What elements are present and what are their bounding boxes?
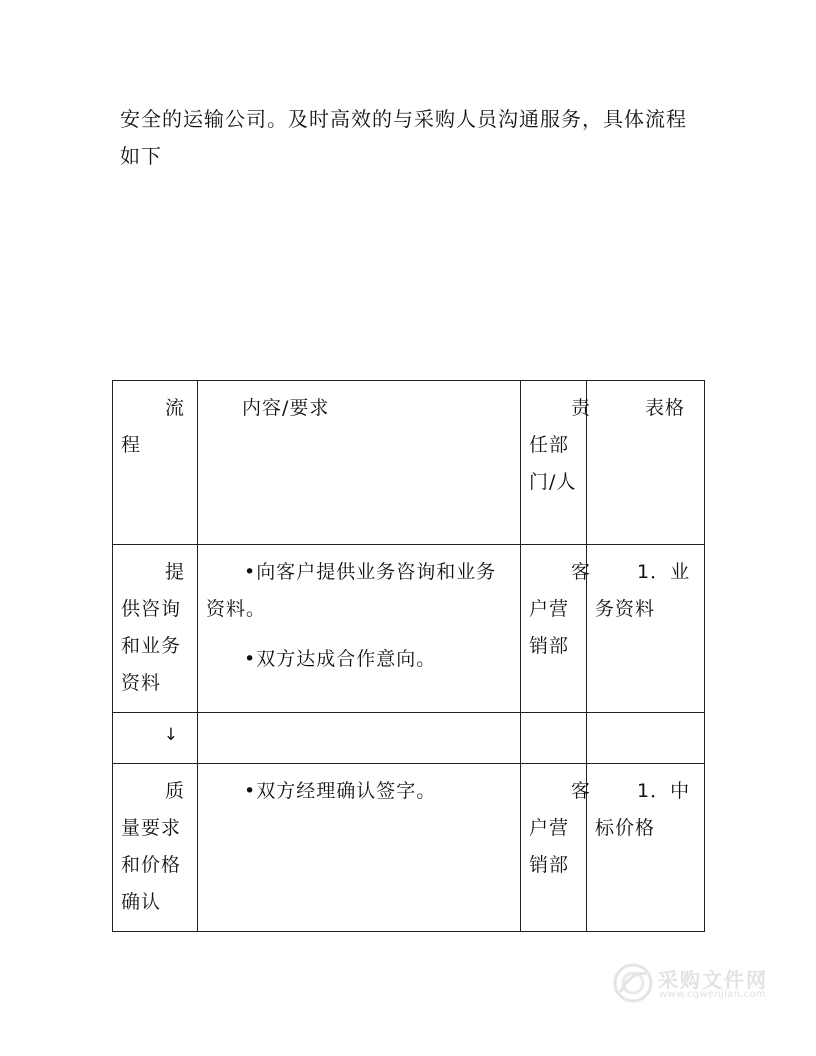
- header-content-cell: [198, 381, 521, 545]
- intro-paragraph: [120, 101, 710, 175]
- header-process-cell: [113, 381, 198, 545]
- watermark: [612, 962, 782, 1006]
- watermark-url: www.cgwenjian.com: [659, 989, 766, 1000]
- row-process-cell: [113, 764, 198, 932]
- row-process: 提供咨询和业务资料: [121, 561, 186, 694]
- row-content-cell: [198, 764, 521, 932]
- down-arrow-icon: ↓: [163, 725, 179, 745]
- row-form-cell: [587, 545, 705, 713]
- header-form: 表格: [645, 397, 686, 419]
- intro-line-2: 如下: [120, 144, 162, 168]
- row-process: 质量要求和价格确认: [121, 780, 186, 913]
- row-department-cell: [521, 545, 592, 713]
- process-table: [112, 380, 705, 932]
- row-department: 客户营销部: [529, 780, 592, 876]
- arrow-row: [113, 713, 705, 764]
- arrow-form-cell: [587, 713, 705, 764]
- header-form-cell: [587, 381, 705, 545]
- arrow-content-cell: [198, 713, 521, 764]
- row-content-item: •双方经理确认签字。: [244, 780, 437, 802]
- row-process-cell: [113, 545, 198, 713]
- row-department: 客户营销部: [529, 561, 592, 657]
- row-form: 1．中标价格: [595, 780, 691, 839]
- arrow-cell: [113, 713, 198, 764]
- table-row: [113, 545, 705, 713]
- arrow-department-cell: [521, 713, 587, 764]
- header-department-cell: [521, 381, 592, 545]
- header-department: 责任部门/人: [529, 397, 592, 493]
- row-department-cell: [521, 764, 592, 932]
- table-header-row: [113, 381, 705, 545]
- row-form-cell: [587, 764, 705, 932]
- watermark-title: 采购文件网: [658, 968, 768, 992]
- watermark-logo-icon: [612, 962, 654, 1004]
- intro-line-1: 安全的运输公司。及时高效的与采购人员沟通服务，具体流程: [120, 107, 687, 131]
- header-process: 流程: [121, 397, 186, 456]
- header-content: 内容/要求: [242, 397, 330, 419]
- row-content-cell: [198, 545, 521, 713]
- table-row: [113, 764, 705, 932]
- row-content-item: •向客户提供业务咨询和业务资料。: [206, 561, 497, 620]
- row-form: 1．业务资料: [595, 561, 691, 620]
- row-content-item: •双方达成合作意向。: [244, 648, 437, 670]
